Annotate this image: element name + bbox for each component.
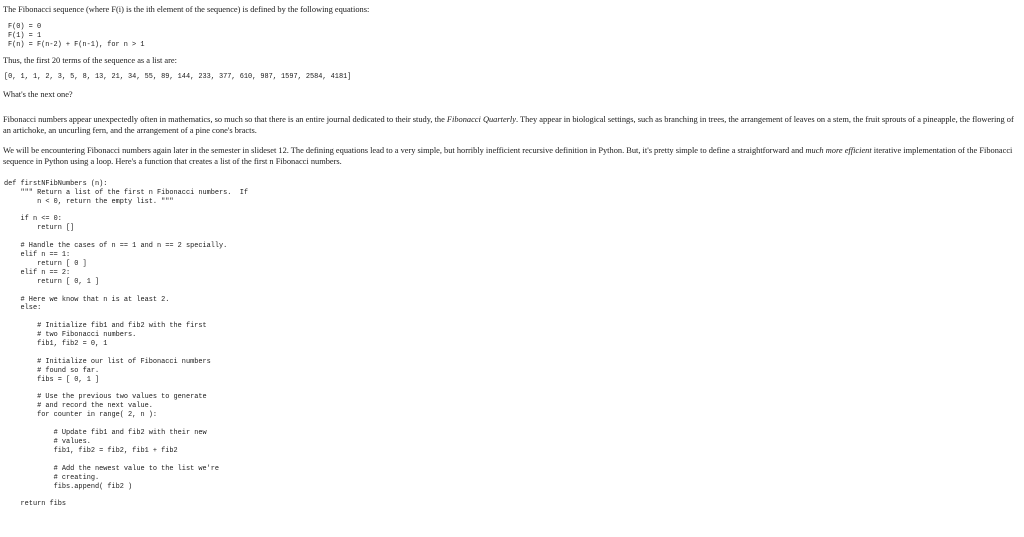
code-line: # values.: [4, 438, 91, 446]
equations-block: [8, 23, 1021, 50]
equation-line: F(n) = F(n-2) + F(n-1), for n > 1: [8, 40, 145, 49]
code-line: [4, 313, 1021, 322]
paragraph-text: . They appear in biological settings, such as branching in trees, the arrangement of leaves on a stem, the fruit sprouts of a pineapple, the flowering of an artichoke, an uncurling fern, and the arrangement of a pine cone's bracts.: [3, 114, 1014, 135]
code-line: # Handle the cases of n == 1 and n == 2 specially.: [4, 242, 228, 251]
intro-text: The Fibonacci sequence (where F(i) is the ith element of the sequence) is defined by the following equations:: [3, 5, 370, 14]
code-line: # Initialize fib1 and fib2 with the first: [4, 322, 207, 331]
code-line: # Initialize our list of Fibonacci numbers: [4, 357, 211, 366]
implementation-paragraph: [3, 145, 1021, 167]
code-line: [4, 349, 1021, 358]
code-line: return fibs: [4, 500, 67, 509]
code-line: fibs.append( fib2 ): [4, 482, 133, 491]
code-block: [4, 180, 1021, 510]
fibonacci-context-paragraph: [3, 114, 1021, 136]
code-line: def firstNFibNumbers (n):: [4, 179, 108, 188]
code-line: # creating.: [4, 473, 100, 482]
code-line: # two Fibonacci numbers.: [4, 331, 137, 340]
sequence-list: [0, 1, 1, 2, 3, 5, 8, 13, 21, 34, 55, 89, 144, 233, 377, 610, 987, 1597, 2584, 4181]: [4, 72, 352, 81]
code-line: [4, 491, 1021, 500]
code-line: elif n == 1:: [4, 250, 71, 259]
code-line: elif n == 2:: [4, 268, 71, 277]
code-line: # Use the previous two values to generate: [4, 393, 207, 402]
code-line: """ Return a list of the first n Fibonacci numbers. If: [4, 188, 248, 197]
equation-line: F(1) = 1: [8, 31, 42, 40]
paragraph-text: Fibonacci numbers appear unexpectedly often in mathematics, so much so that there is an entire journal dedicated to their study, the: [3, 114, 447, 124]
code-line: # found so far.: [4, 366, 100, 375]
code-line: n < 0, return the empty list. """: [4, 197, 174, 206]
code-line: for counter in range( 2, n ):: [4, 411, 157, 420]
code-line: fibs = [ 0, 1 ]: [4, 375, 100, 384]
code-line: return [ 0 ]: [4, 259, 87, 268]
paragraph-text: iterative implementation of the Fibonacci sequence in Python using a loop. Here's a function that creates a list of the first n Fibonacci numbers.: [3, 145, 1013, 166]
equation-line: F(0) = 0: [8, 23, 42, 31]
code-line: return [ 0, 1 ]: [4, 277, 100, 286]
question-text: What's the next one?: [3, 89, 73, 99]
code-line: # and record the next value.: [4, 402, 153, 411]
paragraph-text: We will be encountering Fibonacci numbers again later in the semester in slideset 12. The defining equations lead to a very simple, but horribly inefficient recursive definition in Python. But, it's pretty simple to define a straightforward and: [3, 145, 806, 155]
code-line: # Add the newest value to the list we're: [4, 464, 220, 473]
code-line: [4, 385, 1021, 394]
code-line: [4, 206, 1021, 215]
code-line: else:: [4, 304, 42, 313]
first-terms-text: Thus, the first 20 terms of the sequence as a list are:: [3, 55, 177, 65]
code-line: if n <= 0:: [4, 215, 62, 224]
document-page: [3, 0, 1021, 509]
code-line: fib1, fib2 = fib2, fib1 + fib2: [4, 446, 178, 455]
code-line: [4, 287, 1021, 296]
code-line: # Here we know that n is at least 2.: [4, 295, 170, 304]
code-line: [4, 233, 1021, 242]
code-line: return []: [4, 224, 75, 233]
code-line: fib1, fib2 = 0, 1: [4, 340, 108, 349]
emphasis-text: much more efficient: [805, 145, 872, 155]
code-line: # Update fib1 and fib2 with their new: [4, 429, 207, 438]
journal-title: Fibonacci Quarterly: [446, 114, 516, 124]
code-line: [4, 456, 1021, 465]
code-line: [4, 420, 1021, 429]
